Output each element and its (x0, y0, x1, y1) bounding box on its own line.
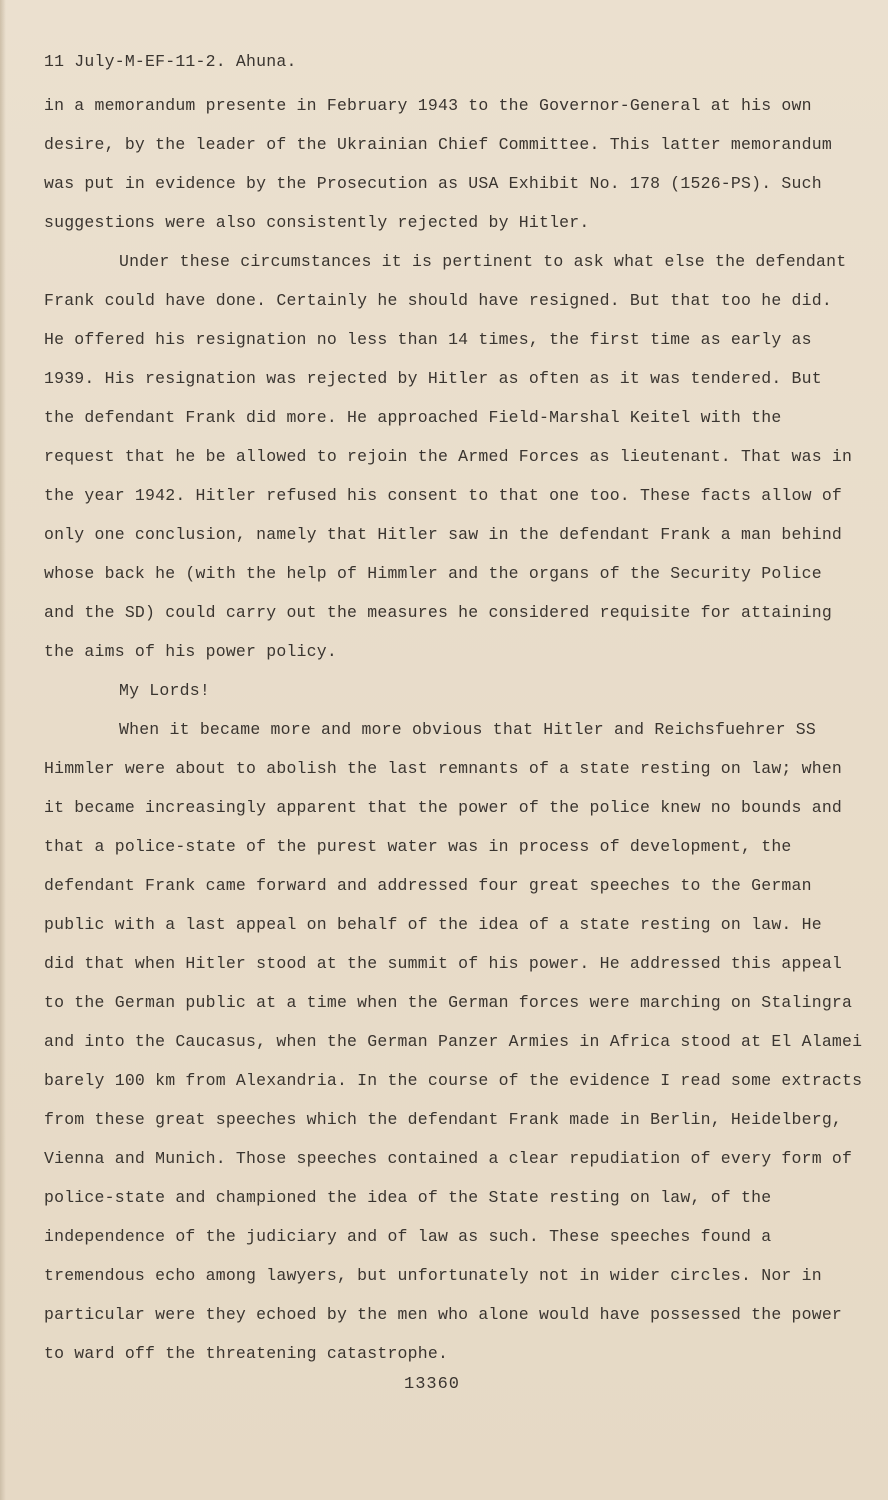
body-line: did that when Hitler stood at the summit of his power. He addressed this appeal (44, 954, 843, 973)
body-line: suggestions were also consistently rejected by Hitler. (44, 213, 590, 232)
body-line: Frank could have done. Certainly he should have resigned. But that too he did. (44, 291, 832, 310)
salutation-line: My Lords! (119, 681, 210, 700)
body-line: the aims of his power policy. (44, 642, 337, 661)
body-line: police-state and championed the idea of the State resting on law, of the (44, 1188, 772, 1207)
body-line: that a police-state of the purest water was in process of development, the (44, 837, 792, 856)
body-line: barely 100 km from Alexandria. In the course of the evidence I read some extracts (44, 1071, 863, 1090)
body-line: desire, by the leader of the Ukrainian Chief Committee. This latter memorandum (44, 135, 832, 154)
page-header: 11 July-M-EF-11-2. Ahuna. (44, 52, 297, 71)
body-line: from these great speeches which the defendant Frank made in Berlin, Heidelberg, (44, 1110, 843, 1129)
body-line: defendant Frank came forward and addressed four great speeches to the German (44, 876, 812, 895)
body-line: and the SD) could carry out the measures he considered requisite for attaining (44, 603, 832, 622)
body-line: in a memorandum presente in February 1943 to the Governor-General at his own (44, 96, 812, 115)
page-number: 13360 (404, 1375, 461, 1394)
body-line: public with a last appeal on behalf of the idea of a state resting on law. He (44, 915, 822, 934)
body-line: independence of the judiciary and of law as such. These speeches found a (44, 1227, 772, 1246)
body-line: the year 1942. Hitler refused his consent to that one too. These facts allow of (44, 486, 843, 505)
body-line: whose back he (with the help of Himmler and the organs of the Security Police (44, 564, 822, 583)
body-line: particular were they echoed by the men who alone would have possessed the power (44, 1305, 843, 1324)
page-edge-shadow (0, 0, 6, 1500)
body-line: was put in evidence by the Prosecution as USA Exhibit No. 178 (1526-PS). Such (44, 174, 822, 193)
paragraph-start-line: Under these circumstances it is pertinent to ask what else the defendant (119, 252, 847, 271)
body-line: and into the Caucasus, when the German Panzer Armies in Africa stood at El Alamei (44, 1032, 863, 1051)
body-line: it became increasingly apparent that the power of the police knew no bounds and (44, 798, 843, 817)
document-body (44, 86, 863, 1373)
body-line: He offered his resignation no less than 14 times, the first time as early as (44, 330, 812, 349)
body-line: Himmler were about to abolish the last remnants of a state resting on law; when (44, 759, 843, 778)
body-line: only one conclusion, namely that Hitler saw in the defendant Frank a man behind (44, 525, 843, 544)
body-line: to ward off the threatening catastrophe. (44, 1344, 449, 1363)
paragraph-start-line: When it became more and more obvious that Hitler and Reichsfuehrer SS (119, 720, 817, 739)
body-line: Vienna and Munich. Those speeches contained a clear repudiation of every form of (44, 1149, 853, 1168)
body-line: request that he be allowed to rejoin the Armed Forces as lieutenant. That was in (44, 447, 853, 466)
body-line: 1939. His resignation was rejected by Hitler as often as it was tendered. But (44, 369, 822, 388)
body-line: the defendant Frank did more. He approached Field-Marshal Keitel with the (44, 408, 782, 427)
body-line: tremendous echo among lawyers, but unfortunately not in wider circles. Nor in (44, 1266, 822, 1285)
body-line: to the German public at a time when the German forces were marching on Stalingra (44, 993, 853, 1012)
